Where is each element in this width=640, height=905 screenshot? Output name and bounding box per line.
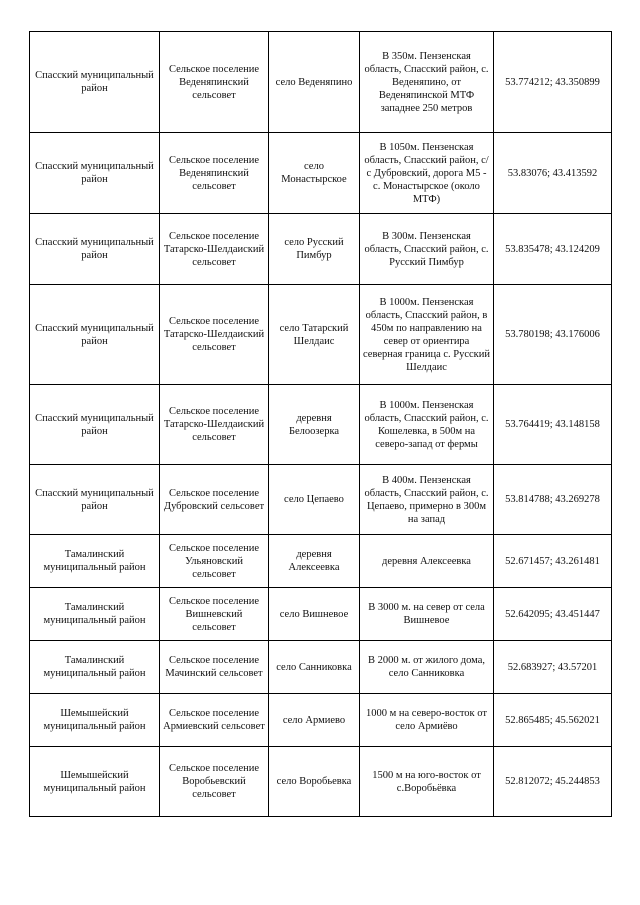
locality-cell: село Татарский Шелдаис xyxy=(269,285,360,385)
location-cell: В 1000м. Пензенская область, Спасский район, с. Кошелевка, в 500м на северо-запад от фермы xyxy=(360,385,494,465)
district-cell: Спасский муниципальный район xyxy=(30,32,160,133)
table-row xyxy=(30,465,612,535)
district-cell: Тамалинский муниципальный район xyxy=(30,641,160,694)
location-cell: В 1000м. Пензенская область, Спасский район, в 450м по направлению на север от ориентира северная граница с. Русский Шелдаис xyxy=(360,285,494,385)
table-row xyxy=(30,285,612,385)
settlement-cell: Сельское поселение Татарско-Шелдаиский сельсовет xyxy=(160,214,269,285)
district-cell: Тамалинский муниципальный район xyxy=(30,535,160,588)
coords-cell: 52.671457; 43.261481 xyxy=(494,535,612,588)
coords-cell: 53.835478; 43.124209 xyxy=(494,214,612,285)
coords-cell: 52.642095; 43.451447 xyxy=(494,588,612,641)
settlement-cell: Сельское поселение Веденяпинский сельсовет xyxy=(160,32,269,133)
district-cell: Шемышейский муниципальный район xyxy=(30,747,160,817)
district-cell: Спасский муниципальный район xyxy=(30,285,160,385)
table-row xyxy=(30,588,612,641)
coords-cell: 52.812072; 45.244853 xyxy=(494,747,612,817)
table-row xyxy=(30,641,612,694)
locality-cell: село Вишневое xyxy=(269,588,360,641)
location-cell: В 300м. Пензенская область, Спасский район, с. Русский Пимбур xyxy=(360,214,494,285)
district-cell: Спасский муниципальный район xyxy=(30,133,160,214)
settlement-cell: Сельское поселение Веденяпинский сельсовет xyxy=(160,133,269,214)
district-cell: Спасский муниципальный район xyxy=(30,385,160,465)
table-row xyxy=(30,747,612,817)
location-cell: деревня Алексеевка xyxy=(360,535,494,588)
settlement-cell: Сельское поселение Мачинский сельсовет xyxy=(160,641,269,694)
location-cell: В 1050м. Пензенская область, Спасский район, с/с Дубровский, дорога М5 - с. Монастырское (около МТФ) xyxy=(360,133,494,214)
table-row xyxy=(30,385,612,465)
location-cell: В 3000 м. на север от села Вишневое xyxy=(360,588,494,641)
district-cell: Шемышейский муниципальный район xyxy=(30,694,160,747)
locality-cell: деревня Алексеевка xyxy=(269,535,360,588)
district-cell: Тамалинский муниципальный район xyxy=(30,588,160,641)
location-cell: В 2000 м. от жилого дома, село Санниковка xyxy=(360,641,494,694)
location-cell: В 400м. Пензенская область, Спасский район, с. Цепаево, примерно в 300м на запад xyxy=(360,465,494,535)
settlement-cell: Сельское поселение Дубровский сельсовет xyxy=(160,465,269,535)
settlement-cell: Сельское поселение Армиевский сельсовет xyxy=(160,694,269,747)
locality-cell: село Санниковка xyxy=(269,641,360,694)
table-row xyxy=(30,32,612,133)
coords-cell: 53.764419; 43.148158 xyxy=(494,385,612,465)
coords-cell: 52.683927; 43.57201 xyxy=(494,641,612,694)
location-cell: 1000 м на северо-восток от село Армиёво xyxy=(360,694,494,747)
table-row xyxy=(30,694,612,747)
table-row xyxy=(30,214,612,285)
settlement-cell: Сельское поселение Воробьевский сельсовет xyxy=(160,747,269,817)
locality-cell: село Монастырское xyxy=(269,133,360,214)
coords-cell: 53.774212; 43.350899 xyxy=(494,32,612,133)
locality-cell: деревня Белоозерка xyxy=(269,385,360,465)
table-row xyxy=(30,133,612,214)
coords-cell: 52.865485; 45.562021 xyxy=(494,694,612,747)
coords-cell: 53.814788; 43.269278 xyxy=(494,465,612,535)
settlement-cell: Сельское поселение Ульяновский сельсовет xyxy=(160,535,269,588)
district-cell: Спасский муниципальный район xyxy=(30,465,160,535)
location-cell: 1500 м на юго-восток от с.Воробьёвка xyxy=(360,747,494,817)
settlement-cell: Сельское поселение Вишневский сельсовет xyxy=(160,588,269,641)
locality-cell: село Веденяпино xyxy=(269,32,360,133)
coords-cell: 53.83076; 43.413592 xyxy=(494,133,612,214)
settlement-cell: Сельское поселение Татарско-Шелдаиский сельсовет xyxy=(160,285,269,385)
table-row xyxy=(30,535,612,588)
locality-cell: село Русский Пимбур xyxy=(269,214,360,285)
settlement-cell: Сельское поселение Татарско-Шелдаиский сельсовет xyxy=(160,385,269,465)
location-cell: В 350м. Пензенская область, Спасский район, с. Веденяпино, от Веденяпинской МТФ западнее 250 метров xyxy=(360,32,494,133)
locality-cell: село Цепаево xyxy=(269,465,360,535)
locations-table xyxy=(29,31,612,817)
locality-cell: село Воробьевка xyxy=(269,747,360,817)
coords-cell: 53.780198; 43.176006 xyxy=(494,285,612,385)
locality-cell: село Армиево xyxy=(269,694,360,747)
district-cell: Спасский муниципальный район xyxy=(30,214,160,285)
